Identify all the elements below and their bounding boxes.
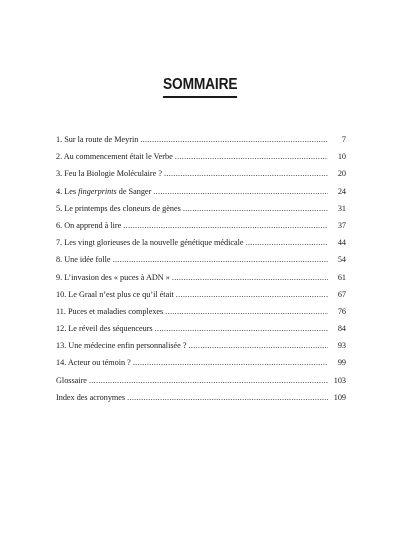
toc-entry-page: 84 [337, 324, 346, 334]
toc-entry-page: 44 [337, 238, 346, 248]
toc-entry-page: 7 [341, 135, 346, 144]
toc-entry[interactable] [56, 187, 346, 204]
toc-entry-label: 11. Puces et maladies complexes [56, 306, 164, 316]
dot-leader [140, 135, 328, 145]
dot-leader [175, 152, 328, 162]
toc-entry[interactable] [56, 221, 346, 238]
dot-leader [133, 358, 328, 368]
toc-entry-label: 9. L’invasion des « puces à ADN » [56, 272, 170, 282]
toc-entry-page: 10 [337, 152, 346, 162]
dot-leader [189, 341, 329, 351]
dot-leader [172, 273, 328, 283]
toc-entry[interactable] [56, 169, 346, 186]
toc-entry[interactable] [56, 358, 346, 375]
dot-leader [123, 221, 328, 231]
toc-entry-label-italic: fingerprints [78, 186, 117, 196]
toc-entry-label: 10. Le Graal n’est plus ce qu’il était [56, 289, 174, 299]
dot-leader [113, 255, 328, 265]
toc-entry-label: Glossaire [56, 375, 87, 385]
toc-entry-page: 93 [337, 341, 346, 351]
toc-entry[interactable] [56, 238, 346, 255]
toc-entry[interactable] [56, 393, 346, 410]
toc-entry-page: 103 [333, 375, 346, 385]
toc-entry-label-prefix: 4. Les [56, 186, 79, 196]
dot-leader [153, 187, 328, 197]
toc-entry-page: 61 [337, 272, 346, 282]
toc-entry-page: 109 [333, 392, 346, 402]
dot-leader [246, 238, 328, 248]
toc-entry-label: 1. Sur la route de Meyrin [56, 135, 139, 144]
toc-entry-label: 7. Les vingt glorieuses de la nouvelle génétique médicale [56, 238, 244, 248]
toc-entry[interactable] [56, 324, 346, 341]
toc-entry-label: 5. Le printemps des cloneurs de gènes [56, 203, 181, 213]
toc-entry[interactable] [56, 290, 346, 307]
toc-entry[interactable] [56, 307, 346, 324]
toc-entry[interactable] [56, 135, 346, 152]
toc-entry-label: 6. On apprend à lire [56, 220, 122, 230]
dot-leader [183, 204, 328, 214]
toc-entry-label: Index des acronymes [56, 392, 126, 402]
toc-entry-label: 14. Acteur ou témoin ? [56, 358, 131, 368]
toc-entry-label: 8. Une idée folle [56, 255, 111, 265]
toc-entry-label: 13. Une médecine enfin personnalisée ? [56, 341, 187, 351]
dot-leader [165, 307, 328, 317]
toc-entry-label: 2. Au commencement était le Verbe [56, 152, 173, 162]
toc-entry-page: 54 [337, 255, 346, 265]
toc-entry[interactable] [56, 341, 346, 358]
toc-entry-page: 31 [337, 203, 346, 213]
toc-entry-label [56, 187, 151, 197]
title-container [0, 76, 400, 98]
toc-entry-page: 99 [337, 358, 346, 368]
toc-entry-page: 67 [337, 289, 346, 299]
dot-leader [176, 290, 328, 300]
toc-entry[interactable] [56, 255, 346, 272]
page-title: SOMMAIRE [163, 76, 237, 98]
dot-leader [127, 393, 328, 403]
toc-entry-page: 20 [337, 169, 346, 179]
dot-leader [89, 376, 328, 386]
toc-entry-page: 76 [337, 306, 346, 316]
toc-entry-page: 37 [337, 220, 346, 230]
toc-entry-label-suffix: de Sanger [116, 186, 152, 196]
table-of-contents [56, 135, 346, 410]
toc-entry[interactable] [56, 273, 346, 290]
toc-entry[interactable] [56, 376, 346, 393]
toc-entry[interactable] [56, 204, 346, 221]
dot-leader [155, 324, 328, 334]
toc-entry-label: 12. Le réveil des séquenceurs [56, 324, 153, 334]
toc-entry-label: 3. Feu la Biologie Moléculaire ? [56, 169, 162, 179]
dot-leader [164, 169, 328, 179]
toc-entry[interactable] [56, 152, 346, 169]
toc-entry-page: 24 [337, 186, 346, 196]
